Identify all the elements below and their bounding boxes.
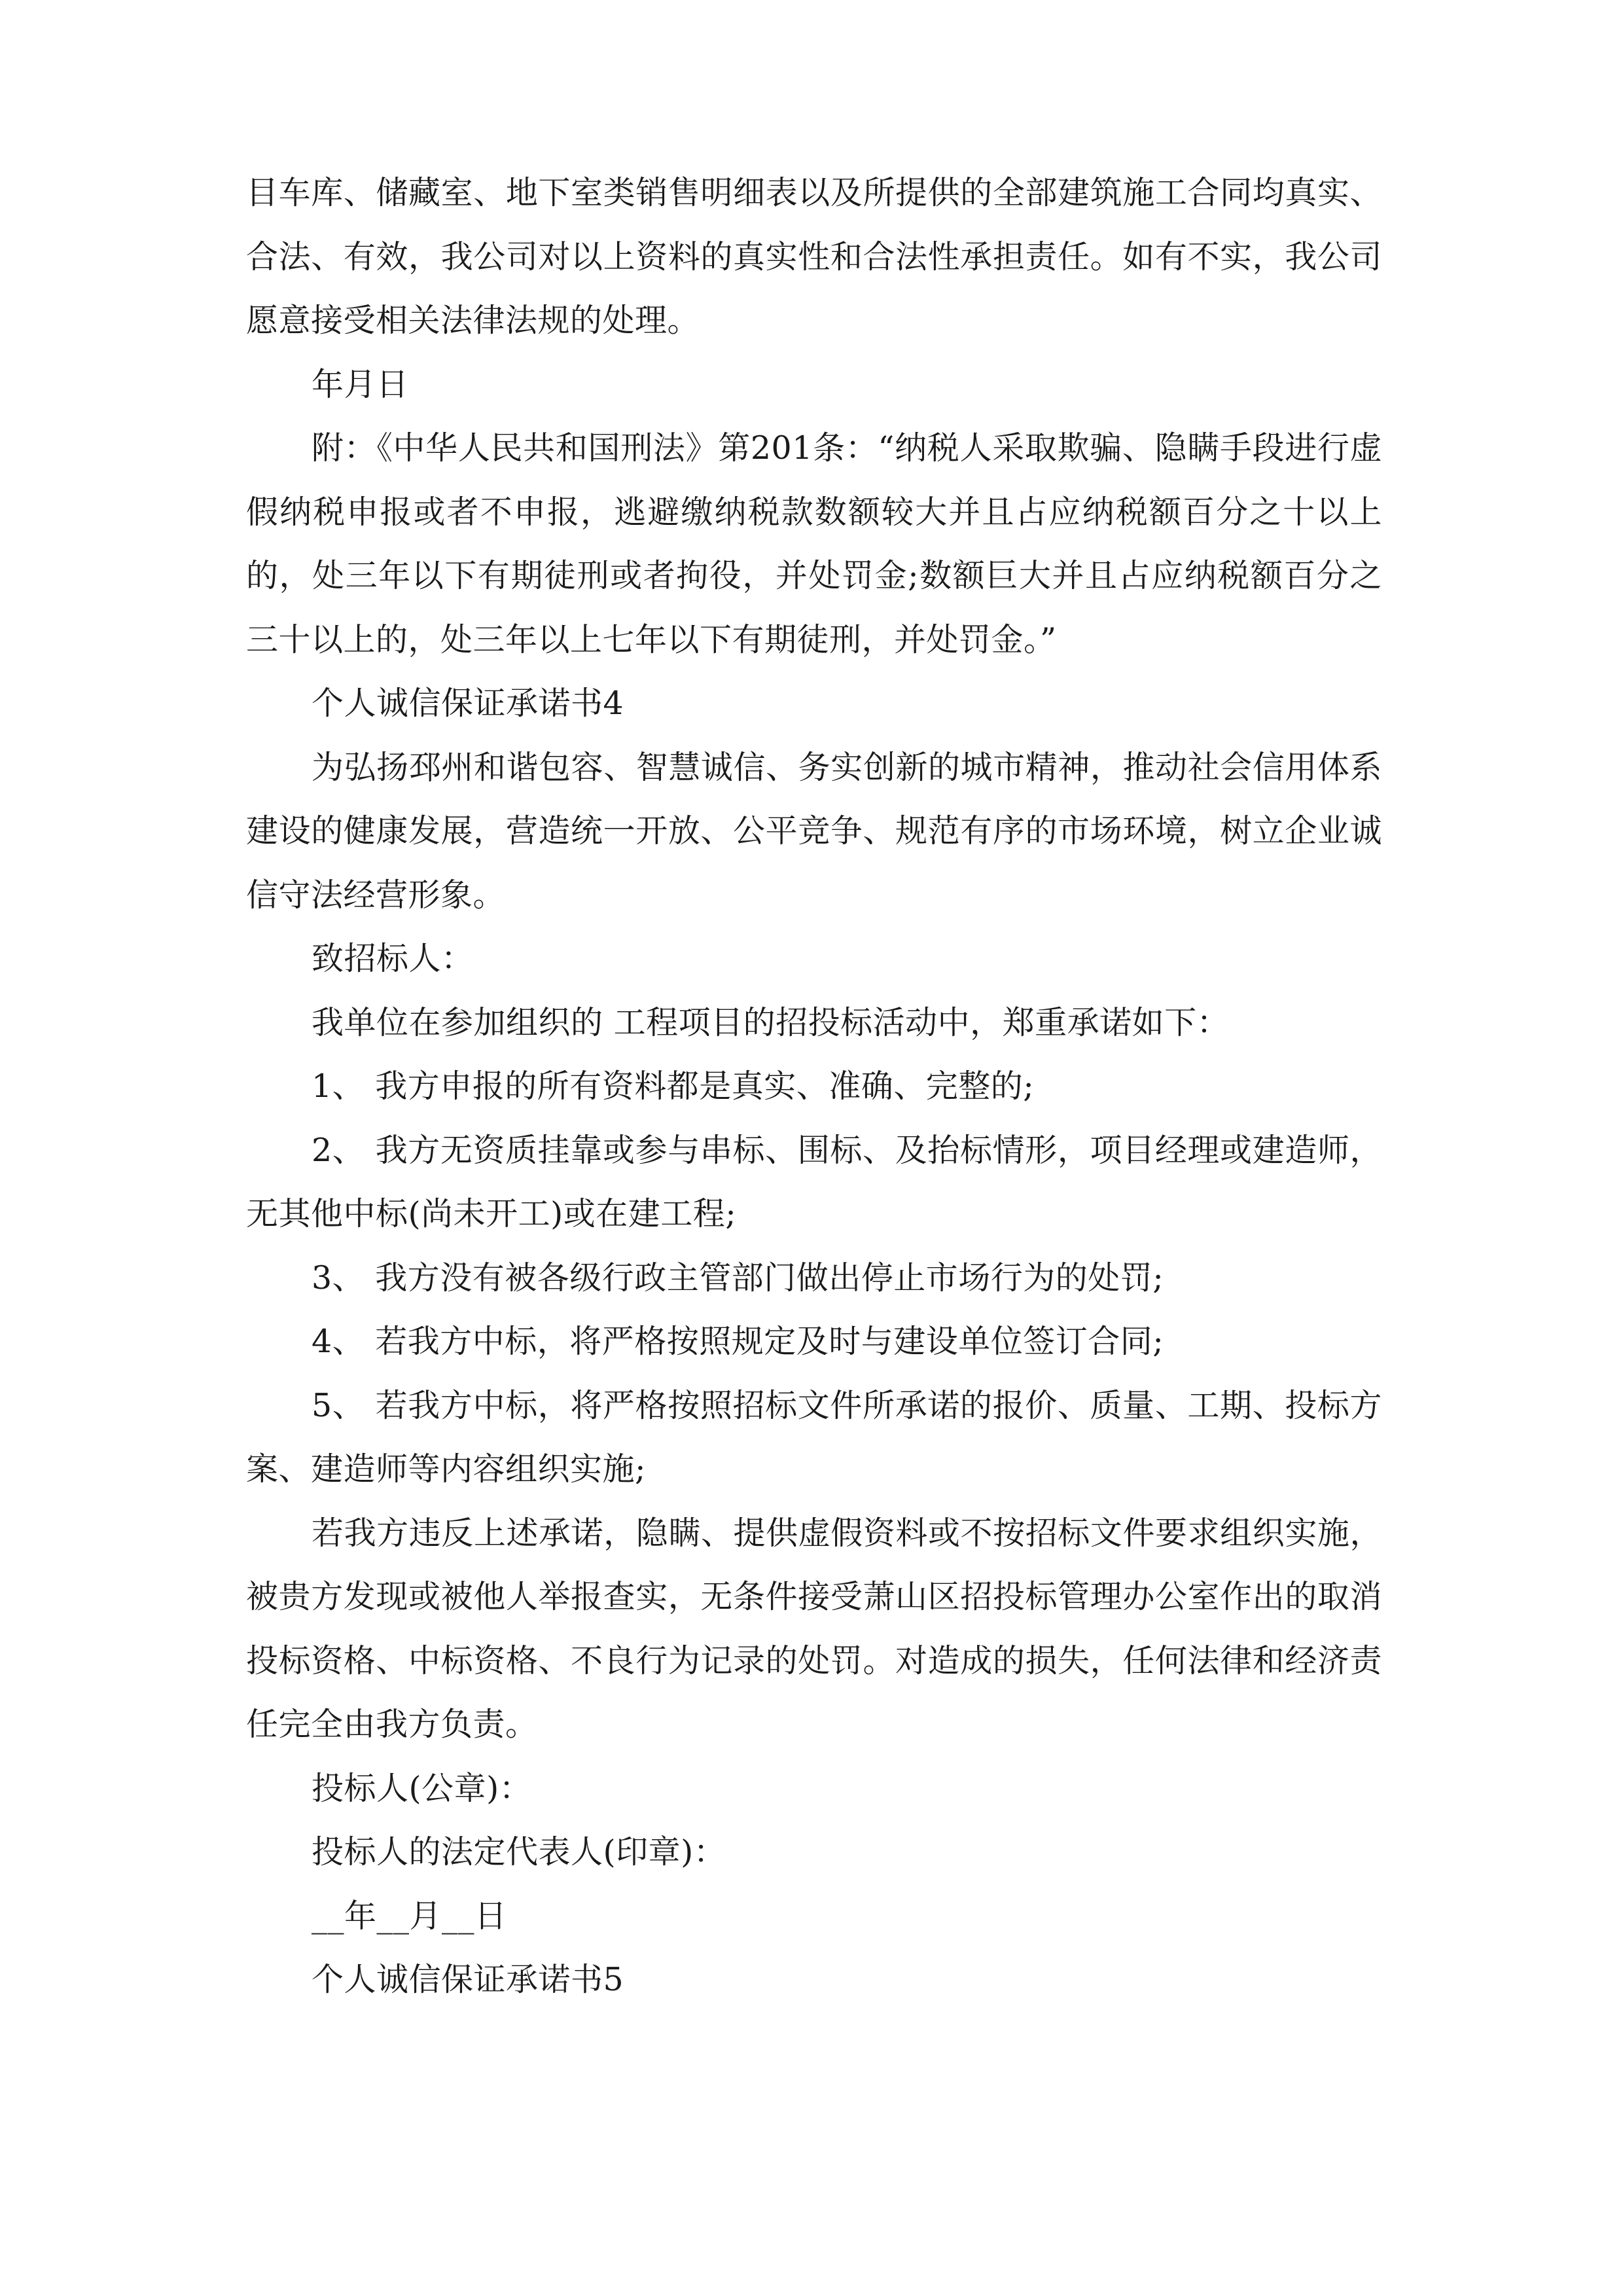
paragraph-salutation: 致招标人： (312, 940, 474, 977)
paragraph-continuation: 目车库、储藏室、地下室类销售明细表以及所提供的全部建筑施工合同均真实、合法、有效，我公司对以上资料的真实性和合法性承担责任。如有不实，我公司愿意接受相关法律法规的处理。 (246, 174, 1382, 339)
list-item-1: 1、 我方申报的所有资料都是真实、准确、完整的; (312, 1067, 1035, 1105)
signature-legal-rep-seal: 投标人的法定代表人(印章)： (312, 1833, 726, 1871)
section-heading-5: 个人诚信保证承诺书5 (312, 1961, 624, 1998)
paragraph-date: 年月日 (312, 365, 409, 403)
signature-bidder-seal: 投标人(公章)： (312, 1769, 532, 1807)
paragraph-appendix-law: 附：《中华人民共和国刑法》第201条：“纳税人采取欺骗、隐瞒手段进行虚假纳税申报或者不申报，逃避缴纳税款数额较大并且占应纳税额百分之十以上的，处三年以下有期徒刑或者拘役，并处罚金;数额巨大并且占应纳税额百分之三十以上的，处三年以上七年以下有期徒刑，并处罚金。” (246, 429, 1382, 658)
list-item-4: 4、 若我方中标，将严格按照规定及时与建设单位签订合同; (312, 1323, 1164, 1360)
signature-date: __年__月__日 (312, 1897, 507, 1935)
paragraph-violation-clause: 若我方违反上述承诺，隐瞒、提供虚假资料或不按招标文件要求组织实施，被贵方发现或被他人举报查实，无条件接受萧山区招投标管理办公室作出的取消投标资格、中标资格、不良行为记录的处罚。对造成的损失，任何法律和经济责任完全由我方负责。 (246, 1514, 1382, 1743)
list-item-2: 2、 我方无资质挂靠或参与串标、围标、及抬标情形，项目经理或建造师，无其他中标(尚未开工)或在建工程; (246, 1131, 1382, 1232)
document-body (246, 161, 1382, 2012)
section-heading-4: 个人诚信保证承诺书4 (312, 685, 624, 722)
paragraph-intro: 为弘扬邳州和谐包容、智慧诚信、务实创新的城市精神，推动社会信用体系建设的健康发展，营造统一开放、公平竞争、规范有序的市场环境，树立企业诚信守法经营形象。 (246, 748, 1382, 914)
list-item-3: 3、 我方没有被各级行政主管部门做出停止市场行为的处罚; (312, 1259, 1164, 1297)
list-item-5: 5、 若我方中标，将严格按照招标文件所承诺的报价、质量、工期、投标方案、建造师等内容组织实施; (246, 1386, 1382, 1488)
paragraph-pledge-lead: 我单位在参加组织的 工程项目的招投标活动中，郑重承诺如下： (312, 1003, 1230, 1041)
